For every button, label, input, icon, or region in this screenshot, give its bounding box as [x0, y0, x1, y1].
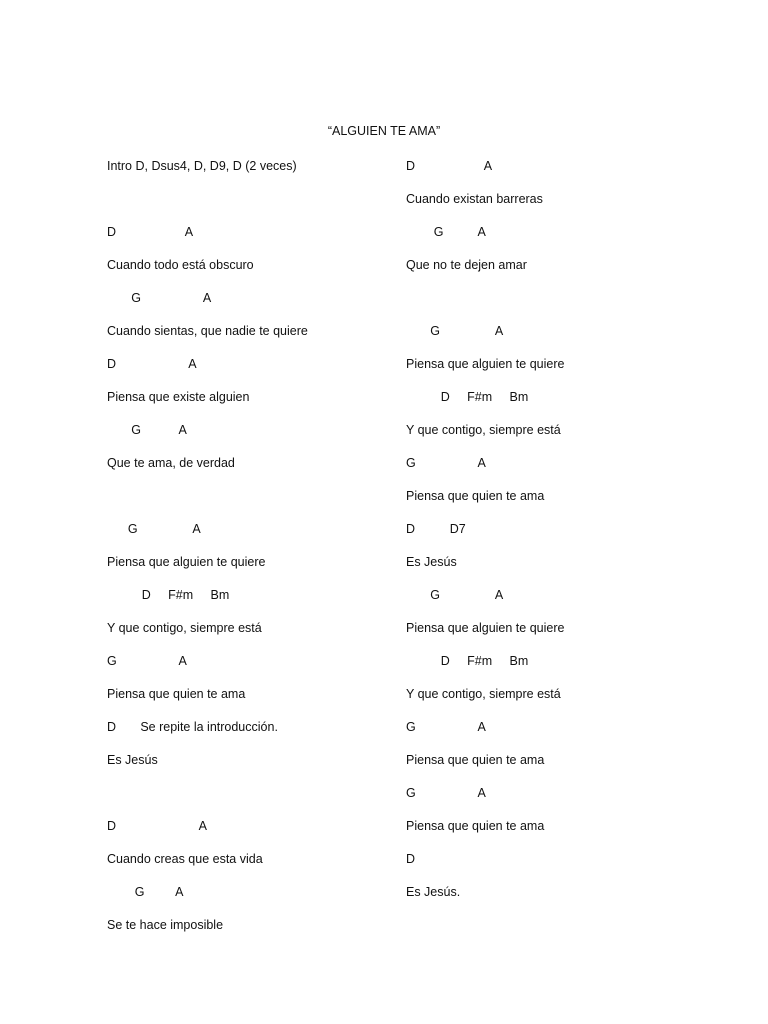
lyric-line: Que no te dejen amar — [406, 258, 527, 272]
lyric-line — [107, 784, 407, 817]
chord-line: D F#m Bm — [406, 390, 529, 404]
lyric-line — [107, 487, 407, 520]
lyric-line: Cuando todo está obscuro — [107, 258, 254, 272]
chord-line: G A — [406, 786, 486, 800]
chord-line: D A — [107, 357, 197, 371]
chord-line: D A — [406, 159, 493, 173]
right-column — [406, 157, 706, 916]
lyric-line: Piensa que quien te ama — [406, 753, 545, 767]
lyric-line: Piensa que alguien te quiere — [406, 357, 565, 371]
chord-line: G A — [406, 720, 486, 734]
chord-line: G A — [107, 654, 187, 668]
chord-line: G A — [406, 456, 486, 470]
lyric-line: Piensa que quien te ama — [406, 489, 545, 503]
lyric-line: Y que contigo, siempre está — [107, 621, 262, 635]
lyric-line: Se te hace imposible — [107, 918, 224, 932]
lyric-line: Piensa que existe alguien — [107, 390, 250, 404]
lyric-line: Piensa que alguien te quiere — [406, 621, 565, 635]
chord-line: D A — [107, 225, 194, 239]
lyric-line: Intro D, Dsus4, D, D9, D (2 veces) — [107, 159, 297, 173]
chord-line: G A — [107, 885, 184, 899]
chord-line: D Se repite la introducción. — [107, 720, 278, 734]
chord-line: G A — [107, 522, 201, 536]
chord-line: G A — [406, 225, 486, 239]
chord-line: D F#m Bm — [406, 654, 529, 668]
chord-line: G A — [107, 291, 212, 305]
lyric-line: Es Jesús. — [406, 885, 461, 899]
chord-line: D F#m Bm — [107, 588, 230, 602]
lyric-line: Piensa que alguien te quiere — [107, 555, 266, 569]
lyric-line: Piensa que quien te ama — [406, 819, 545, 833]
lyric-line — [406, 289, 706, 322]
lyric-line: Y que contigo, siempre está — [406, 687, 561, 701]
chord-line: D A — [107, 819, 208, 833]
lyric-line: Cuando existan barreras — [406, 192, 543, 206]
lyric-line: Es Jesús — [107, 753, 158, 767]
chord-line: G A — [406, 588, 504, 602]
left-column — [107, 157, 407, 949]
lyric-line: Que te ama, de verdad — [107, 456, 235, 470]
lyric-line: Cuando sientas, que nadie te quiere — [107, 324, 308, 338]
chord-line: D D7 — [406, 522, 466, 536]
lyric-line — [107, 190, 407, 223]
chord-line: G A — [406, 324, 504, 338]
song-title: “ALGUIEN TE AMA” — [327, 124, 441, 138]
lyric-line: Y que contigo, siempre está — [406, 423, 561, 437]
lyric-line: Piensa que quien te ama — [107, 687, 246, 701]
chord-line: D — [406, 852, 416, 866]
lyric-line: Es Jesús — [406, 555, 457, 569]
chord-line: G A — [107, 423, 187, 437]
lyric-line: Cuando creas que esta vida — [107, 852, 263, 866]
